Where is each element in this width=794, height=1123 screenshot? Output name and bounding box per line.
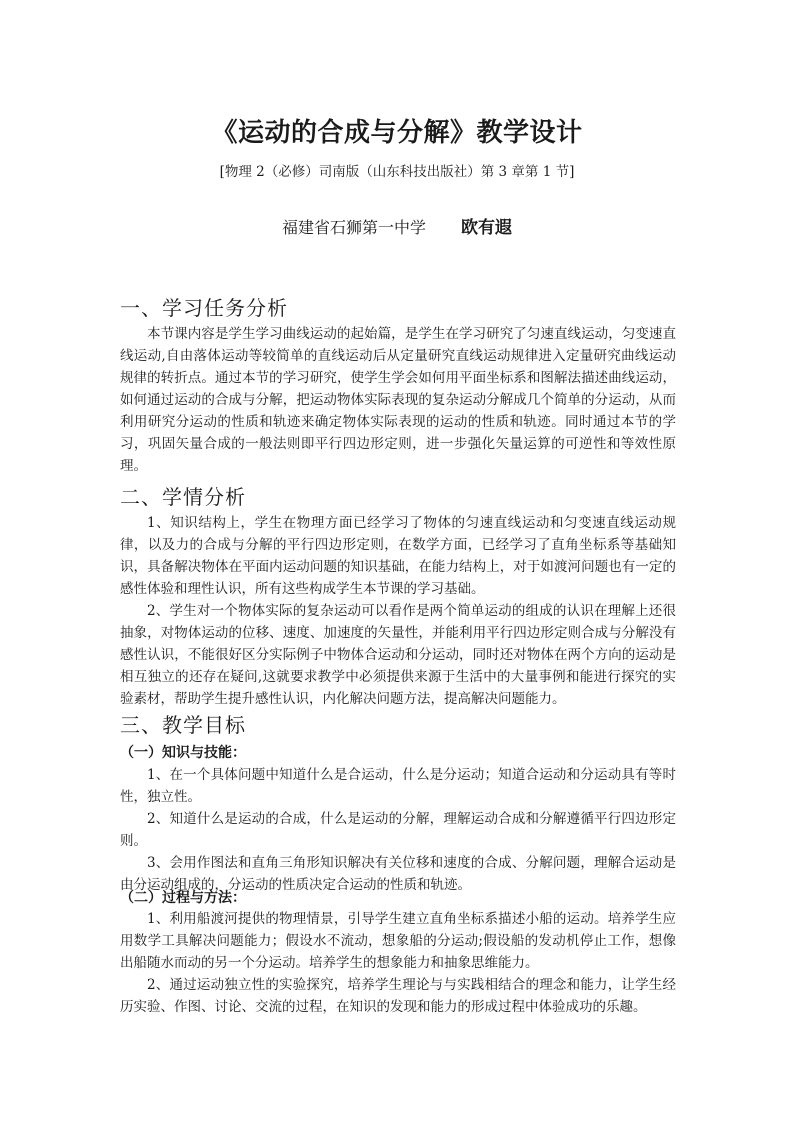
section-heading-task-analysis: 一、学习任务分析 [120,296,288,320]
section-heading-learner-analysis: 二、学情分析 [120,485,246,509]
author-line [0,213,794,238]
subheading-process-method: （二）过程与方法： [120,890,246,906]
task-analysis-paragraph: 本节课内容是学生学习曲线运动的起始篇，是学生在学习研究了匀速直线运动，匀变速直线运动,自由落体运动等较简单的直线运动后从定量研究直线运动规律进入定量研究曲线运动规律的转折点。通过本节的学习研究，使学生学会如何用平面坐标系和图解法描述曲线运动，如何通过运动的合成与分解，把运动物体实际表现的复杂运动分解成几个简单的分运动，从而利用研究分运动的性质和轨迹来确定物体实际表现的运动的性质和轨迹。同时通过本节的学习，巩固矢量合成的一般法则即平行四边形定则，进一步强化矢量运算的可逆性和等效性原理。 [120,326,676,474]
school-name: 福建省石狮第一中学 [281,218,426,237]
goal-process-item-1: 1、利用船渡河提供的物理情景，引导学生建立直角坐标系描述小船的运动。培养学生应用数学工具解决问题能力；假设水不流动，想象船的分运动;假设船的发动机停止工作，想像出船随水而动的另一个分运动。培养学生的想象能力和抽象思维能力。 [120,911,676,971]
goal-knowledge-item-2: 2、知道什么是运动的合成，什么是运动的分解，理解运动合成和分解遵循平行四边形定则。 [120,811,676,849]
goal-process-item-2: 2、通过运动独立性的实验探究，培养学生理论与与实践相结合的理念和能力，让学生经历实验、作图、讨论、交流的过程，在知识的发现和能力的形成过程中体验成功的乐趣。 [120,977,676,1015]
goal-knowledge-item-1: 1、在一个具体问题中知道什么是合运动，什么是分运动；知道合运动和分运动具有等时性，独立性。 [120,767,676,805]
page-title: 《运动的合成与分解》教学设计 [211,118,583,148]
section-heading-teaching-goals: 三、教学目标 [120,713,246,737]
author-name: 欧有遐 [461,218,513,238]
learner-analysis-paragraph-1: 1、知识结构上，学生在物理方面已经学习了物体的匀速直线运动和匀变速直线运动规律，以及力的合成与分解的平行四边形定则，在数学方面，已经学习了直角坐标系等基础知识，具备解决物体在平面内运动问题的知识基础，在能力结构上，对于如渡河问题也有一定的感性体验和理性认识，所有这些构成学生本节课的学习基础。 [120,515,676,597]
goal-knowledge-item-3: 3、会用作图法和直角三角形知识解决有关位移和速度的合成、分解问题，理解合运动是由分运动组成的，分运动的性质决定合运动的性质和轨迹。 [120,855,676,893]
textbook-reference: [物理 2（必修）司南版（山东科技出版社）第 3 章第 1 节] [219,164,575,180]
learner-analysis-paragraph-2: 2、学生对一个物体实际的复杂运动可以看作是两个简单运动的组成的认识在理解上还很抽象，对物体运动的位移、速度、加速度的矢量性，并能利用平行四边形定则合成与分解没有感性认识，不能很好区分实际例子中物体合运动和分运动，同时还对物体在两个方向的运动是相互独立的还存在疑问,这就要求教学中必须提供来源于生活中的大量事例和能进行探究的实验素材，帮助学生提升感性认识，内化解决问题方法，提高解决问题能力。 [120,603,676,707]
subheading-knowledge-skills: （一）知识与技能： [120,745,246,761]
